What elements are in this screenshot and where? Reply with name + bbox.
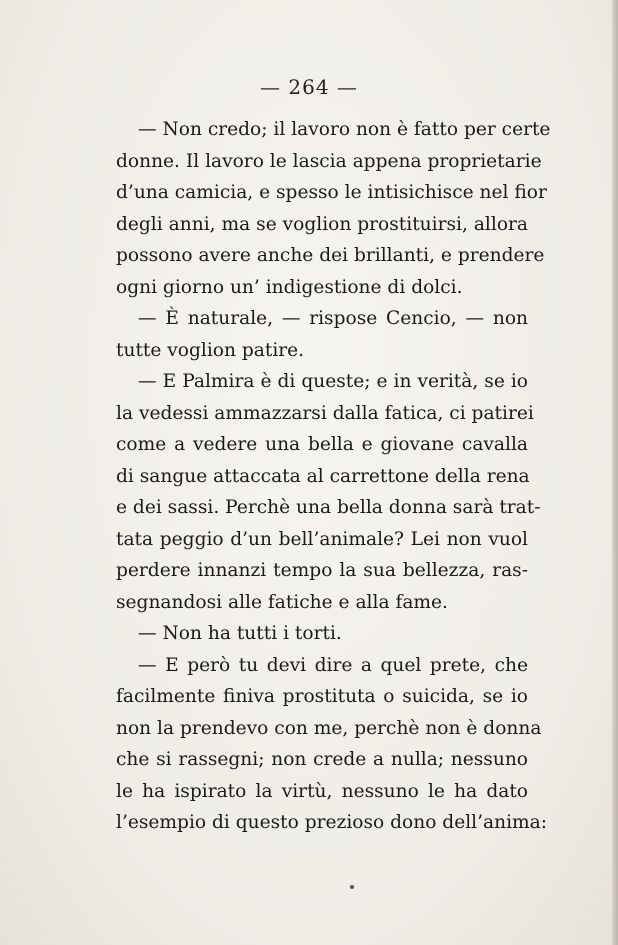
text-line: le ha ispirato la virtù, nessuno le ha dato xyxy=(116,780,528,802)
text-line: — Non credo; il lavoro non è fatto per certe xyxy=(138,119,551,140)
text-line: — E però tu devi dire a quel prete, che xyxy=(138,654,528,676)
ink-speck xyxy=(350,885,354,889)
page-number: — 264 — xyxy=(260,75,358,99)
text-line: perdere innanzi tempo la sua bellezza, ras- xyxy=(116,560,528,581)
text-line: di sangue attaccata al carrettone della rena xyxy=(116,465,530,487)
text-line: ogni giorno un’ indigestione di dolci. xyxy=(116,276,463,298)
text-line: l’esempio di questo prezioso dono dell’anima: xyxy=(116,812,548,833)
text-line: segnandosi alle fatiche e alla fame. xyxy=(116,591,448,613)
text-line: tutte voglion patire. xyxy=(116,339,305,361)
text-line: non la prendevo con me, perchè non è donna xyxy=(116,717,542,739)
text-line: — Non ha tutti i torti. xyxy=(138,623,342,644)
text-line: tata peggio d’un bell’animale? Lei non vuol xyxy=(116,528,528,550)
text-line: la vedessi ammazzarsi dalla fatica, ci patirei xyxy=(116,402,534,424)
text-line: donne. Il lavoro le lascia appena proprietarie xyxy=(116,150,542,172)
text-line: d’una camicia, e spesso le intisichisce nel fior xyxy=(116,182,547,203)
text-line: — È naturale, — rispose Cencio, — non xyxy=(138,308,528,329)
page-edge xyxy=(612,0,618,945)
text-line: che si rassegni; non crede a nulla; nessuno xyxy=(116,749,528,770)
text-line: come a vedere una bella e giovane cavalla xyxy=(116,434,528,455)
text-line: e dei sassi. Perchè una bella donna sarà trat- xyxy=(116,497,541,518)
body-text xyxy=(116,114,551,839)
text-line: facilmente finiva prostituta o suicida, se io xyxy=(116,686,528,707)
text-line: possono avere anche dei brillanti, e prendere xyxy=(116,245,545,266)
text-line: — E Palmira è di queste; e in verità, se io xyxy=(138,371,528,392)
text-line: degli anni, ma se voglion prostituirsi, allora xyxy=(116,213,528,235)
